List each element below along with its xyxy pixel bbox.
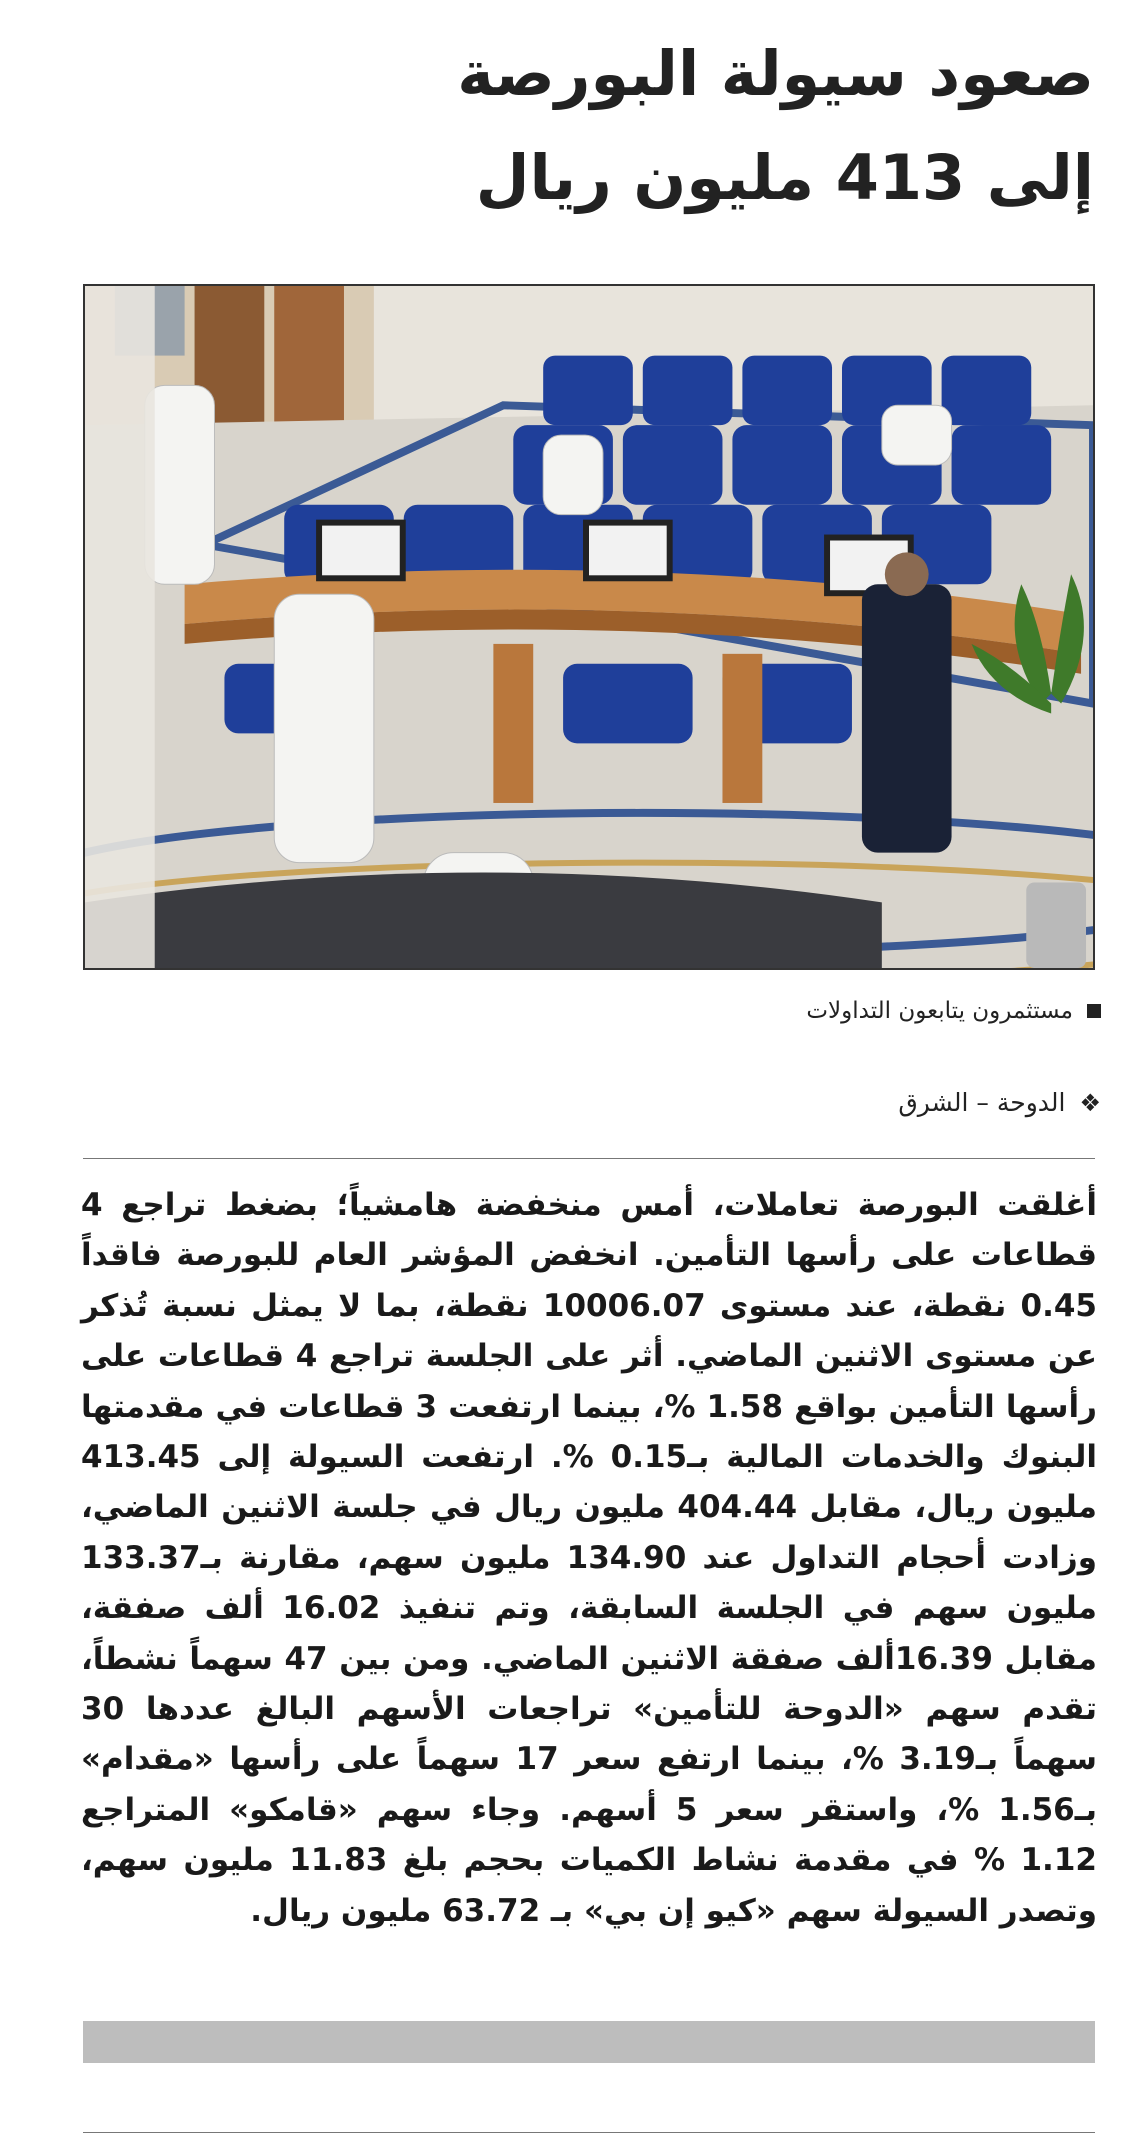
dateline — [898, 1088, 1101, 1117]
headline-line-1: صعود سيولة البورصة — [457, 37, 1094, 110]
photo-caption — [806, 998, 1101, 1024]
diamond-bullet-icon: ❖ — [1079, 1088, 1101, 1117]
photo-caption-text: مستثمرون يتابعون التداولات — [806, 998, 1073, 1024]
article-body: أغلقت البورصة تعاملات، أمس منخفضة هامشياً؛ بضغط تراجع 4 قطاعات على رأسها التأمين. انخفض المؤشر العام للبورصة فاقداً 0.45 نقطة، عند مستوى 10006.07 نقطة، بما لا يمثل نسبة تُذكر عن مستوى الاثنين الماضي. أثر على الجلسة تراجع 4 قطاعات على رأسها التأمين بواقع 1.58 %، بينما ارتفعت 3 قطاعات في مقدمتها البنوك والخدمات المالية بـ0.15 %. ارتفعت السيولة إلى 413.45 مليون ريال، مقابل 404.44 مليون ريال في جلسة الاثنين الماضي، وزادت أحجام التداول عند 134.90 مليون سهم، مقارنة بـ133.37 مليون سهم في الجلسة السابقة، وتم تنفيذ 16.02 ألف صفقة، مقابل 16.39ألف صفقة الاثنين الماضي. ومن بين 47 سهماً نشطاً، تقدم سهم «الدوحة للتأمين» تراجعات الأسهم البالغ عددها 30 سهماً بـ3.19 %، بينما ارتفع سعر 17 سهماً على رأسها «مقدام» بـ1.56 %، واستقر سعر 5 أسهم. وجاء سهم «قامكو» المتراجع 1.12 % في مقدمة نشاط الكميات بحجم بلغ 11.83 مليون سهم، وتصدر السيولة سهم «كيو إن بي» بـ 63.72 مليون ريال. — [81, 1187, 1098, 1929]
divider-top — [83, 1158, 1095, 1159]
square-bullet-icon — [1087, 1004, 1101, 1018]
headline-line-2: إلى 413 مليون ريال — [475, 141, 1094, 214]
news-photo — [83, 284, 1095, 970]
trading-floor-illustration — [85, 286, 1093, 968]
grey-footer-bar — [83, 2021, 1095, 2063]
headline — [94, 22, 1094, 230]
divider-bottom — [83, 2132, 1095, 2133]
dateline-text: الدوحة – الشرق — [898, 1088, 1066, 1117]
